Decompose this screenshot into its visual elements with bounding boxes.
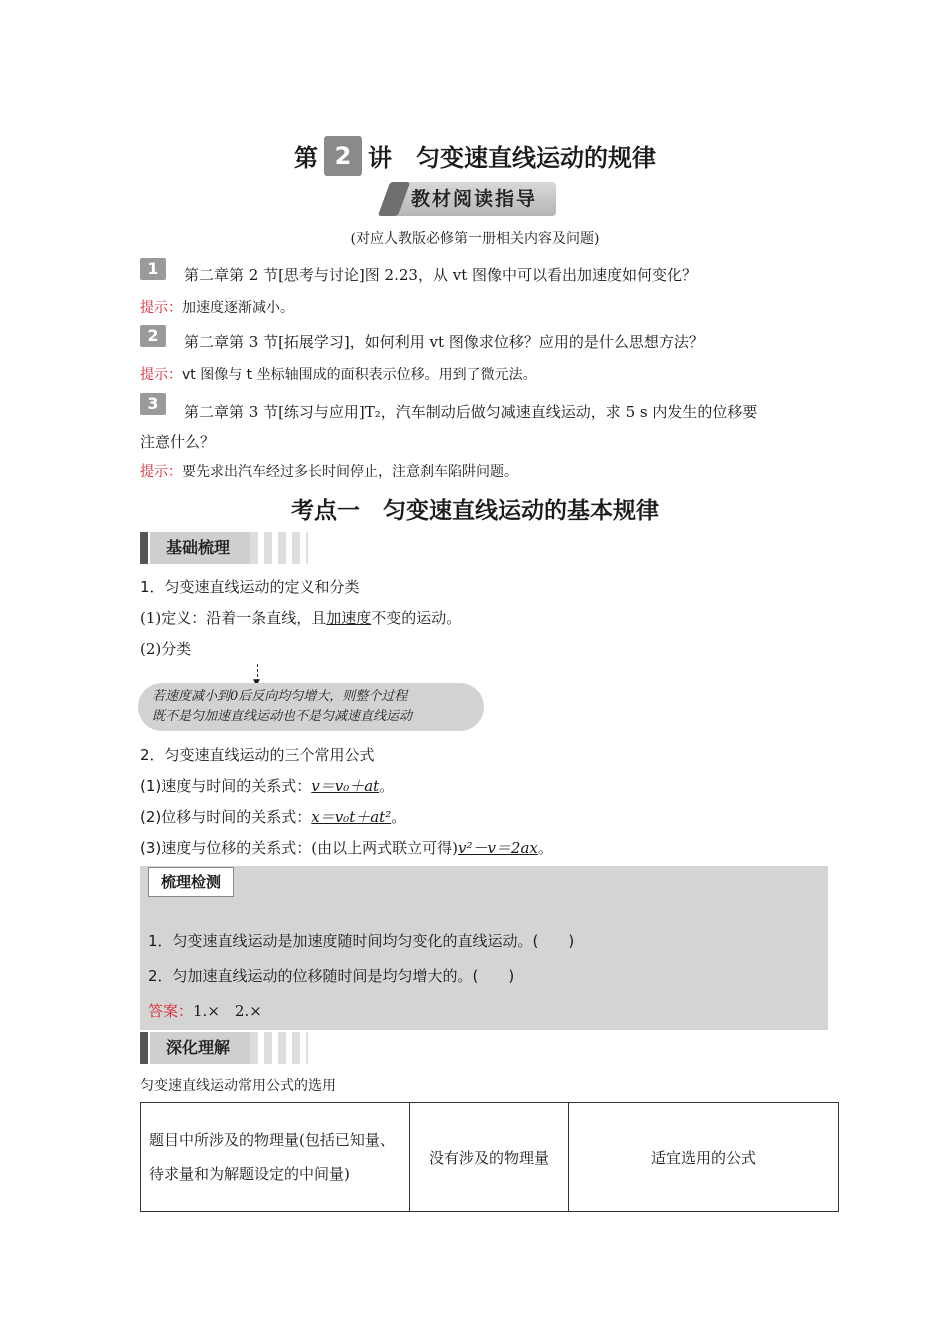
answer-text: 1.× 2.×: [193, 1002, 262, 1020]
section-title: 考点一 匀变速直线运动的基本规律: [291, 498, 659, 524]
check-answer: [148, 1000, 262, 1021]
note-line: 若速度减小到0后反向均匀增大，则整个过程: [152, 689, 408, 704]
self-check-tag: 梳理检测: [148, 867, 234, 897]
item-heading: 2．匀变速直线运动的三个常用公式: [140, 746, 375, 764]
hint-line: [140, 364, 537, 384]
title-prefix: 第: [294, 144, 318, 172]
formula: v²－v＝2ax: [457, 839, 538, 857]
question-number-badge: 1: [140, 258, 166, 280]
basic-review-tag: [140, 532, 308, 564]
table-row: [141, 1103, 839, 1212]
formula: x＝v₀t＋at²: [311, 808, 392, 826]
title-text: 讲 匀变速直线运动的规律: [368, 144, 656, 172]
formula-label: (1)速度与时间的关系式：: [140, 777, 312, 795]
formula-line: [140, 837, 553, 858]
question-text: 第二章第 2 节[思考与讨论]图 2.23，从 vt 图像中可以看出加速度如何变化？: [184, 266, 697, 284]
table-caption: 匀变速直线运动常用公式的选用: [140, 1078, 336, 1094]
edition-note: (对应人教版必修第一册相关内容及问题): [350, 231, 600, 247]
formula-label: (3)速度与位移的关系式：: [140, 839, 312, 857]
definition-prefix: (1)定义：沿着一条直线，且: [140, 609, 327, 627]
definition-blank: 加速度: [326, 609, 372, 627]
formula-line: [140, 775, 394, 796]
question-text: 第二章第 3 节[练习与应用]T₂，汽车制动后做匀减速直线运动，求 5 s 内发生的位移要: [184, 403, 758, 421]
hint-line: [140, 297, 294, 317]
hint-text: 加速度逐渐减小。: [182, 300, 294, 316]
hint-label: 提示：: [140, 367, 182, 383]
reading-guide-label: 教材阅读指导: [410, 188, 537, 210]
formula-note: (由以上两式联立可得): [311, 839, 458, 857]
question-number-badge: 2: [140, 325, 166, 347]
question-text-continued: 注意什么？: [140, 433, 216, 451]
formula-line: [140, 806, 406, 827]
deep-understanding-tag: [140, 1032, 308, 1064]
formula: v＝v₀＋at: [311, 777, 380, 795]
check-question: 2．匀加速直线运动的位移随时间是均匀增大的。( ): [148, 967, 515, 985]
hint-text: 要先求出汽车经过多长时间停止，注意刹车陷阱问题。: [182, 464, 518, 480]
definition-line: [140, 607, 461, 628]
hint-line: [140, 461, 518, 481]
answer-label: 答案：: [148, 1002, 194, 1020]
note-line: 既不是匀加速直线运动也不是匀减速直线运动: [152, 709, 413, 724]
definition-suffix: 不变的运动。: [371, 609, 462, 627]
hint-label: 提示：: [140, 300, 182, 316]
handwritten-note-bubble: [138, 683, 484, 731]
table-header-cell: 适宜选用的公式: [569, 1103, 839, 1212]
question-number-badge: 3: [140, 393, 166, 415]
period: 。: [537, 839, 553, 857]
formula-label: (2)位移与时间的关系式：: [140, 808, 312, 826]
formula-selection-table: [140, 1102, 839, 1212]
chapter-number-badge: 2: [324, 136, 362, 176]
deep-understanding-label: 深化理解: [166, 1038, 231, 1057]
table-header-cell: 没有涉及的物理量: [410, 1103, 569, 1212]
table-header-cell: 题目中所涉及的物理量(包括已知量、待求量和为解题设定的中间量): [141, 1103, 410, 1212]
hint-text: vt 图像与 t 坐标轴围成的面积表示位移。用到了微元法。: [182, 367, 537, 383]
period: 。: [391, 808, 407, 826]
classify-line: (2)分类: [140, 640, 192, 658]
basic-review-label: 基础梳理: [166, 538, 231, 557]
hint-label: 提示：: [140, 464, 182, 480]
check-question: 1．匀变速直线运动是加速度随时间均匀变化的直线运动。( ): [148, 932, 575, 950]
item-heading: 1．匀变速直线运动的定义和分类: [140, 578, 360, 596]
chapter-title: [0, 138, 950, 184]
reading-guide-banner: [392, 182, 556, 216]
question-text: 第二章第 3 节[拓展学习]，如何利用 vt 图像求位移？应用的是什么思想方法？: [184, 333, 704, 351]
period: 。: [379, 777, 395, 795]
